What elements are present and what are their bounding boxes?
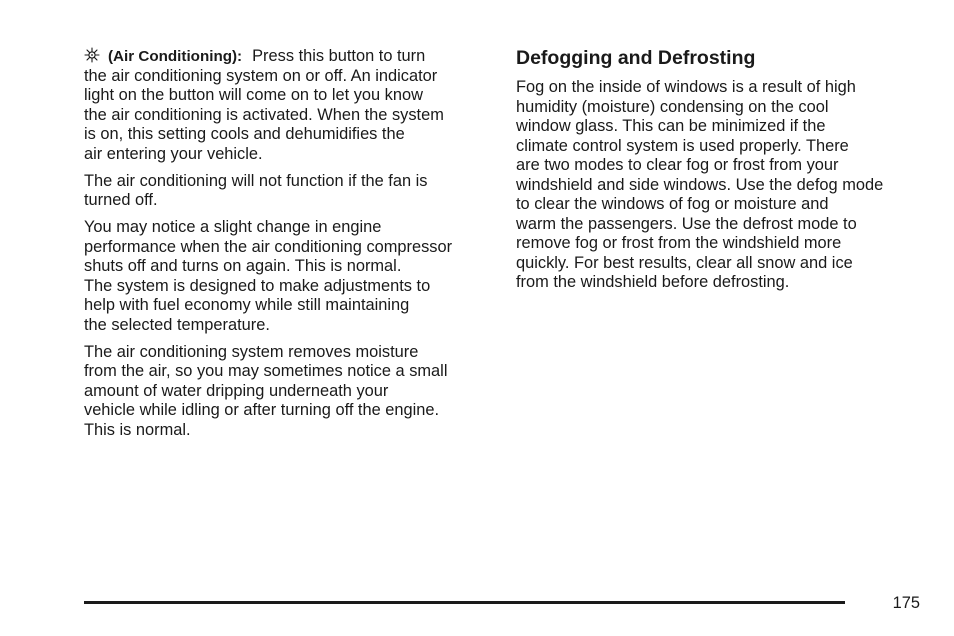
moisture-text-line: The air conditioning system removes moisture: [84, 342, 419, 361]
moisture-text-line: amount of water dripping underneath your: [84, 381, 389, 400]
moisture-text-line: from the air, so you may sometimes notice a small: [84, 362, 448, 380]
defog-text-line: window glass. This can be minimized if the: [516, 117, 826, 135]
defog-text-line: Fog on the inside of windows is a result of high: [516, 78, 856, 96]
ac-text-line: the air conditioning is activated. When the system: [84, 105, 444, 124]
defog-text-line: warm the passengers. Use the defrost mode to: [516, 214, 857, 233]
engine-text-line: You may notice a slight change in engine: [84, 218, 382, 236]
defog-text-line: quickly. For best results, clear all snow and ice: [516, 253, 853, 272]
ac-paragraph: [84, 47, 494, 164]
defog-text-line: humidity (moisture) condensing on the cool: [516, 97, 829, 116]
page-number: 175: [892, 594, 920, 612]
defog-text-line: windshield and side windows. Use the defog mode: [516, 175, 884, 194]
defog-text-line: to clear the windows of fog or moisture and: [516, 195, 829, 213]
ac-text-line: light on the button will come on to let you know: [84, 86, 423, 104]
ac-first-line: [84, 47, 494, 67]
engine-text-line: help with fuel economy while still maintaining: [84, 296, 410, 314]
engine-paragraph: [84, 218, 494, 335]
ac-text-line: air entering your vehicle.: [84, 144, 263, 163]
fan-paragraph: [84, 172, 494, 211]
section-heading: Defogging and Defrosting: [516, 47, 756, 69]
ac-term: (Air Conditioning):: [108, 48, 243, 65]
moisture-text-line: vehicle while idling or after turning off the engine.: [84, 401, 440, 419]
ac-text-line: the air conditioning system on or off. An indicator: [84, 66, 438, 85]
engine-text-line: performance when the air conditioning compressor: [84, 237, 453, 256]
right-column: [516, 47, 926, 300]
defog-text-line: from the windshield before defrosting.: [516, 273, 790, 291]
fan-snowflake-icon: [84, 47, 100, 63]
moisture-text-line: This is normal.: [84, 420, 191, 439]
left-column: [84, 47, 494, 448]
footer-rule: [84, 601, 845, 604]
fan-text-line: The air conditioning will not function if the fan is: [84, 171, 428, 190]
engine-text-line: shuts off and turns on again. This is normal.: [84, 257, 402, 275]
engine-text-line: The system is designed to make adjustments to: [84, 276, 431, 295]
defog-paragraph: [516, 78, 926, 293]
defog-text-line: climate control system is used properly. There: [516, 136, 849, 155]
engine-text-line: the selected temperature.: [84, 315, 270, 334]
moisture-paragraph: [84, 343, 494, 441]
ac-text-line: Press this button to turn: [252, 47, 426, 65]
defog-text-line: remove fog or frost from the windshield more: [516, 234, 842, 252]
ac-text-line: is on, this setting cools and dehumidifies the: [84, 125, 405, 143]
defog-text-line: are two modes to clear fog or frost from your: [516, 156, 839, 174]
fan-text-line: turned off.: [84, 191, 158, 209]
